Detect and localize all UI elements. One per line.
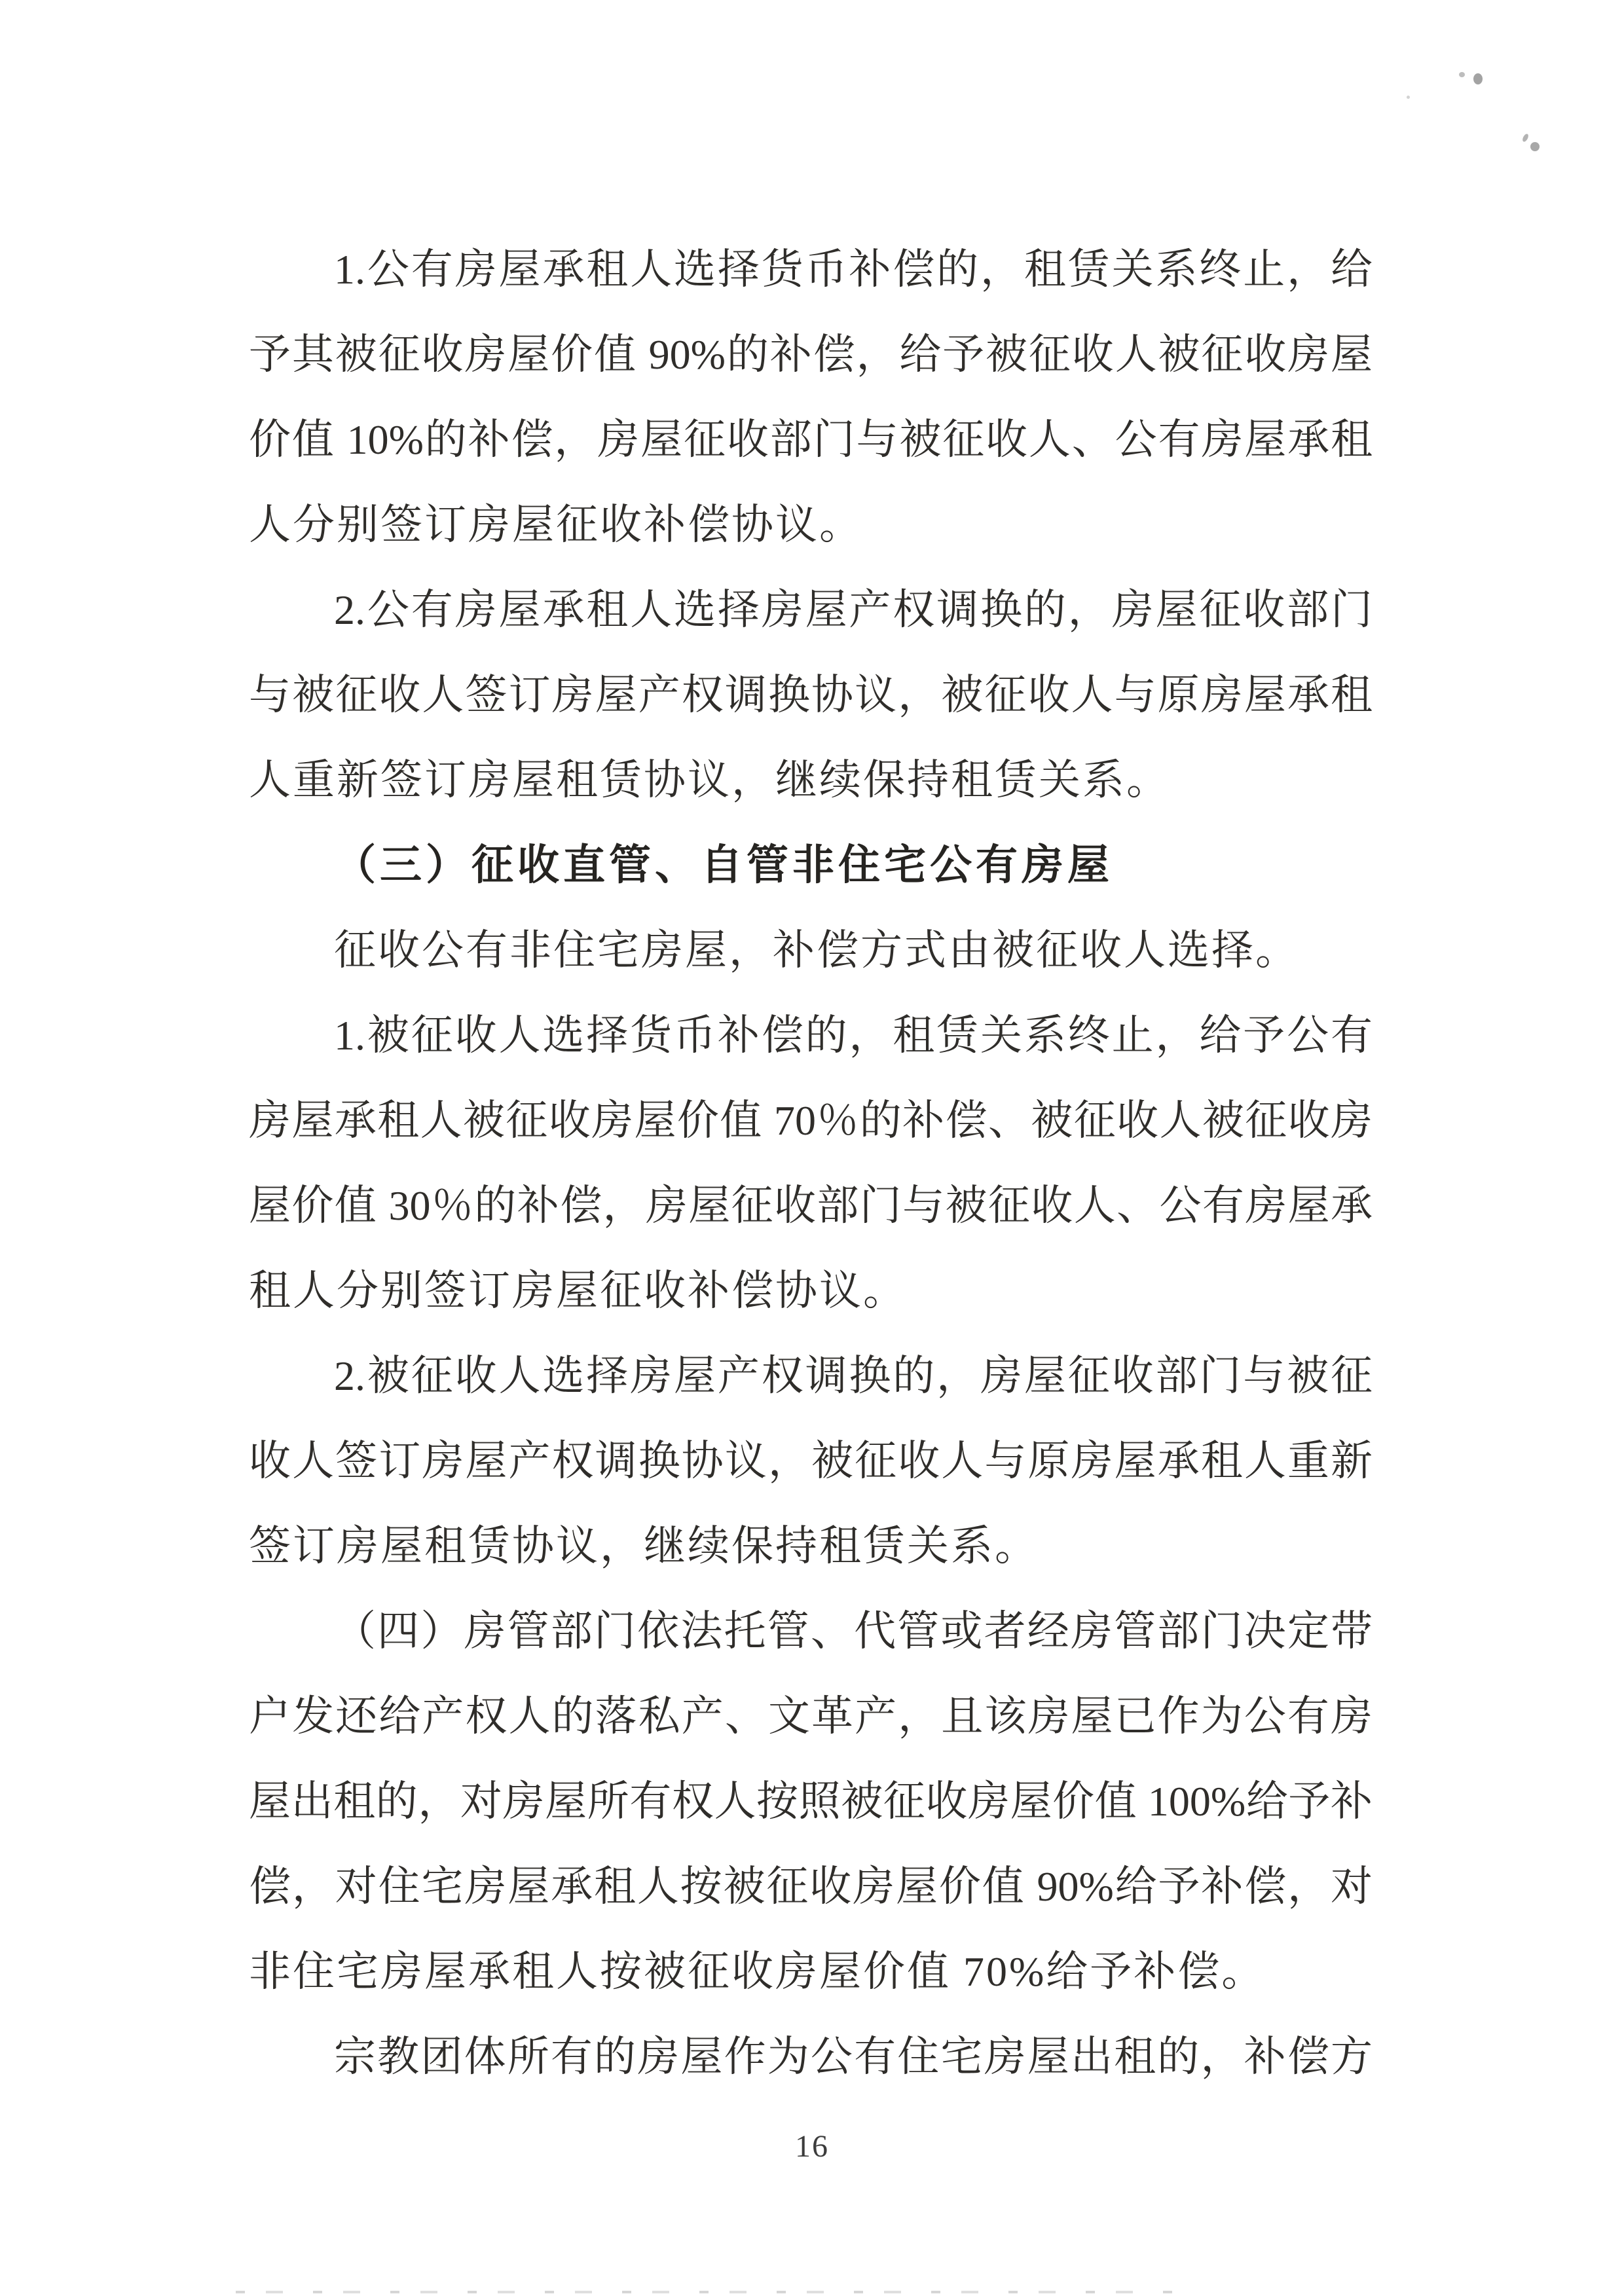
paragraph-line: 非住宅房屋承租人按被征收房屋价值 70%给予补偿。 xyxy=(249,1948,1266,1995)
paragraph-line: 宗教团体所有的房屋作为公有住宅房屋出租的，补偿方 xyxy=(334,2033,1373,2080)
scan-speck xyxy=(1473,73,1483,84)
paragraph-line: 1.公有房屋承租人选择货币补偿的，租赁关系终止，给 xyxy=(334,246,1373,293)
paragraph-line: 屋出租的，对房屋所有权人按照被征收房屋价值 100%给予补 xyxy=(249,1778,1373,1825)
paragraph-line: 签订房屋租赁协议，继续保持租赁关系。 xyxy=(249,1523,1039,1569)
scan-speck xyxy=(1521,133,1529,143)
paragraph-line: 户发还给产权人的落私产、文革产，且该房屋已作为公有房 xyxy=(249,1693,1373,1740)
scan-speck xyxy=(1459,72,1465,77)
paragraph-line: 予其被征收房屋价值 90%的补偿，给予被征收人被征收房屋 xyxy=(249,331,1373,378)
paragraph-line: 与被征收人签订房屋产权调换协议，被征收人与原房屋承租 xyxy=(249,672,1373,718)
section-heading: （三）征收直管、自管非住宅公有房屋 xyxy=(334,842,1113,888)
paragraph-line: 2.被征收人选择房屋产权调换的，房屋征收部门与被征 xyxy=(334,1353,1373,1399)
paragraph-line: 价值 10%的补偿，房屋征收部门与被征收人、公有房屋承租 xyxy=(249,416,1373,463)
paragraph-line: 人重新签订房屋租赁协议，继续保持租赁关系。 xyxy=(249,757,1170,803)
page-number: 16 xyxy=(795,2129,829,2164)
document-body xyxy=(249,227,1373,2100)
paragraph-line: 人分别签订房屋征收补偿协议。 xyxy=(249,501,863,548)
paragraph-line: 租人分别签订房屋征收补偿协议。 xyxy=(249,1267,907,1314)
paragraph-line: 偿，对住宅房屋承租人按被征收房屋价值 90%给予补偿，对 xyxy=(249,1863,1373,1910)
paragraph-line: 1.被征收人选择货币补偿的，租赁关系终止，给予公有 xyxy=(334,1012,1373,1059)
paragraph-line: 房屋承租人被征收房屋价值 70％的补偿、被征收人被征收房 xyxy=(249,1097,1373,1144)
paragraph-line: 2.公有房屋承租人选择房屋产权调换的，房屋征收部门 xyxy=(334,587,1373,633)
paragraph-line: 征收公有非住宅房屋，补偿方式由被征收人选择。 xyxy=(334,927,1299,974)
paragraph-line: 屋价值 30％的补偿，房屋征收部门与被征收人、公有房屋承 xyxy=(249,1182,1373,1229)
paragraph-line: （四）房管部门依法托管、代管或者经房管部门决定带 xyxy=(334,1608,1373,1654)
scan-speck xyxy=(1530,142,1540,151)
scan-speck xyxy=(1407,96,1410,99)
scan-edge-artifact xyxy=(236,2291,1179,2293)
paragraph-line: 收人签订房屋产权调换协议，被征收人与原房屋承租人重新 xyxy=(249,1438,1373,1484)
